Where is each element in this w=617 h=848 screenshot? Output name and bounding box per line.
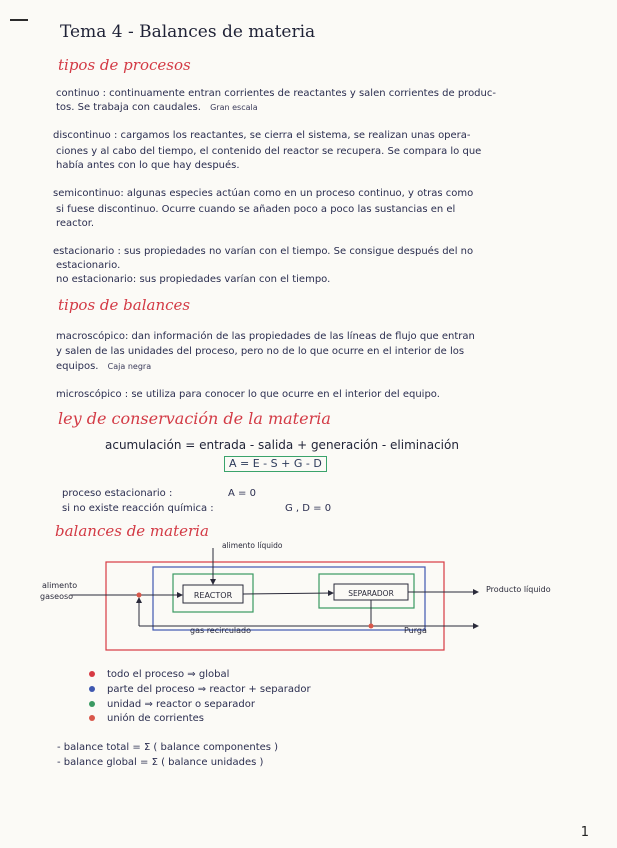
feed-junction-dot bbox=[137, 593, 142, 598]
discontinuo-line-2: ciones y al cabo del tiempo, el contenido del reactor se recupera. Se compara lo que bbox=[56, 146, 482, 157]
macroscopico-note: Caja negra bbox=[107, 362, 152, 371]
macroscopico-line-1: macroscópico: dan información de las propiedades de las líneas de flujo que entran bbox=[56, 331, 475, 342]
recycle-label: gas recirculado bbox=[190, 626, 252, 635]
global-boundary bbox=[106, 562, 444, 650]
gas-feed-label-1: alimento bbox=[42, 581, 78, 590]
heading-material-balances: balances de materia bbox=[55, 522, 209, 540]
heading-process-types: tipos de procesos bbox=[58, 56, 191, 74]
no-reaction-value: G , D = 0 bbox=[285, 503, 332, 514]
continuo-note: Gran escala bbox=[210, 103, 258, 112]
legend-dot-global bbox=[89, 671, 95, 677]
purge-junction-dot bbox=[369, 624, 374, 629]
semicontinuo-line-3: reactor. bbox=[56, 218, 95, 229]
conservation-equation: acumulación = entrada - salida + generación - eliminación bbox=[105, 438, 459, 452]
estacionario-line-1: estacionario : sus propiedades no varían con el tiempo. Se consigue después del no bbox=[53, 246, 474, 257]
reactor-label: REACTOR bbox=[193, 591, 233, 600]
macroscopico-line-2: y salen de las unidades del proceso, pero no de lo que ocurre en el interior de los bbox=[56, 346, 465, 357]
legend-global: todo el proceso ⇒ global bbox=[107, 669, 230, 680]
heading-balance-types: tipos de balances bbox=[58, 296, 191, 314]
semicontinuo-line-1: semicontinuo: algunas especies actúan como en un proceso continuo, y otras como bbox=[53, 188, 474, 199]
process-flow-diagram bbox=[0, 538, 617, 668]
legend-partial: parte del proceso ⇒ reactor + separador bbox=[107, 684, 311, 695]
page-title: Tema 4 - Balances de materia bbox=[60, 22, 316, 42]
legend-dot-partial bbox=[89, 686, 95, 692]
heading-conservation: ley de conservación de la materia bbox=[58, 409, 331, 428]
no-reaction-label: si no existe reacción química : bbox=[62, 503, 214, 514]
estacionario-line-2: estacionario. bbox=[56, 260, 121, 271]
discontinuo-line-3: había antes con lo que hay después. bbox=[56, 160, 240, 171]
product-label: Producto líquido bbox=[486, 585, 551, 594]
separator-label: SEPARADOR bbox=[348, 589, 394, 598]
semicontinuo-line-2: si fuese discontinuo. Ocurre cuando se añaden poco a poco las sustancias en el bbox=[56, 204, 456, 215]
discontinuo-line-1: discontinuo : cargamos los reactantes, se cierra el sistema, se realizan unas opera- bbox=[53, 130, 471, 141]
legend-unit: unidad ⇒ reactor o separador bbox=[107, 699, 255, 710]
purge-label: Purga bbox=[404, 626, 427, 635]
global-balance-line: - balance global = Σ ( balance unidades ) bbox=[57, 757, 264, 768]
macroscopico-line-3: equipos. Caja negra bbox=[56, 361, 152, 372]
microscopico-line: microscópico : se utiliza para conocer lo que ocurre en el interior del equipo. bbox=[56, 389, 440, 400]
continuo-line-1: continuo : continuamente entran corrientes de reactantes y salen corrientes de produc- bbox=[56, 88, 496, 99]
legend-junction: unión de corrientes bbox=[107, 713, 204, 724]
conservation-boxed-equation: A = E - S + G - D bbox=[224, 456, 327, 472]
no-estacionario-line: no estacionario: sus propiedades varían con el tiempo. bbox=[56, 274, 331, 285]
legend-dot-unit bbox=[89, 701, 95, 707]
continuo-line-2: tos. Se trabaja con caudales. Gran escala bbox=[56, 102, 258, 113]
page-number: 1 bbox=[580, 825, 589, 840]
stationary-label: proceso estacionario : bbox=[62, 488, 173, 499]
total-balance-line: - balance total = Σ ( balance componentes ) bbox=[57, 742, 279, 753]
gas-feed-label-2: gaseoso bbox=[40, 592, 74, 601]
stationary-value: A = 0 bbox=[228, 488, 256, 499]
legend-dot-junction bbox=[89, 715, 95, 721]
corner-mark bbox=[10, 19, 28, 21]
liquid-feed-label: alimento líquido bbox=[222, 541, 283, 550]
